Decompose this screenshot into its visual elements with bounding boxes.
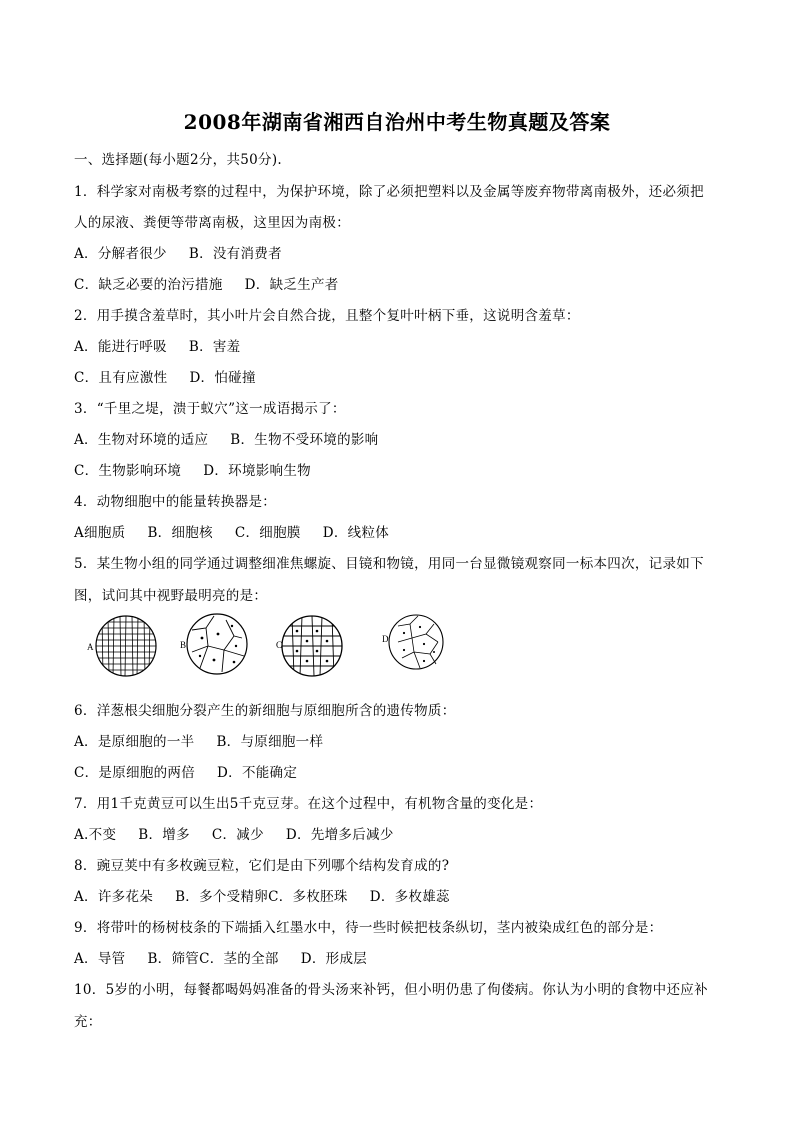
- option-c: C．细胞膜: [234, 525, 301, 541]
- question-6-options-ab: [74, 730, 323, 750]
- question-10-line-2: 充：: [74, 1014, 102, 1030]
- question-6-options-cd: [74, 761, 297, 781]
- field-b: [187, 614, 247, 674]
- option-d: D．线粒体: [322, 525, 390, 541]
- field-c: [282, 616, 342, 676]
- question-1-line-1: 1．科学家对南极考察的过程中，为保护环境，除了必须把塑料以及金属等废弃物带离南极外，还必须把: [74, 184, 704, 200]
- section-heading: 一、选择题(每小题2分，共50分).: [74, 152, 282, 168]
- question-7-text: 7．用1千克黄豆可以生出5千克豆芽。在这个过程中，有机物含量的变化是：: [74, 796, 543, 812]
- option-a: A.不变: [74, 827, 117, 843]
- option-c: C．减少: [211, 827, 264, 843]
- microscope-fields-figure: [84, 612, 464, 682]
- question-9-text: 9．将带叶的杨树枝条的下端插入红墨水中，待一些时候把枝条纵切，茎内被染成红色的部分是：: [74, 920, 663, 936]
- option-c: C．茎的全部: [199, 951, 279, 967]
- question-5-line-1: 5．某生物小组的同学通过调整细准焦螺旋、目镜和物镜，用同一台显微镜观察同一标本四次，记录如下: [74, 556, 704, 572]
- option-d: D．多枚雄蕊: [369, 889, 450, 905]
- option-a: A细胞质: [74, 525, 126, 541]
- option-d: D．缺乏生产者: [244, 277, 339, 293]
- question-2-text: 2．用手摸含羞草时，其小叶片会自然合拢，且整个复叶叶柄下垂，这说明含羞草：: [74, 308, 580, 324]
- question-2-options-cd: [74, 366, 256, 386]
- option-b: B．与原细胞一样: [216, 734, 324, 750]
- question-9-options: [74, 947, 367, 967]
- question-8-text: 8．豌豆荚中有多枚豌豆粒，它们是由下列哪个结构发育成的?: [74, 858, 450, 874]
- option-b: B．细胞核: [147, 525, 213, 541]
- option-a: A．导管: [74, 951, 126, 967]
- question-6-text: 6．洋葱根尖细胞分裂产生的新细胞与原细胞所含的遗传物质：: [74, 703, 456, 719]
- question-3-options-cd: [74, 459, 311, 479]
- question-7-options: [74, 823, 394, 843]
- figure-label-a: A: [87, 642, 94, 652]
- option-d: D．环境影响生物: [203, 463, 311, 479]
- question-3-options-ab: [74, 428, 378, 448]
- option-a: A．是原细胞的一半: [74, 734, 195, 750]
- field-d: [389, 615, 443, 669]
- option-d: D．怕碰撞: [189, 370, 256, 386]
- question-8-options: [74, 885, 450, 905]
- field-a: [96, 616, 156, 676]
- question-1-options-ab: [74, 242, 282, 262]
- question-2-options-ab: [74, 335, 240, 355]
- page-title: 2008年湖南省湘西自治州中考生物真题及答案: [183, 110, 611, 134]
- question-5-line-2: 图，试问其中视野最明亮的是：: [74, 588, 268, 604]
- figure-label-b: B: [180, 640, 187, 650]
- option-d: D．形成层: [300, 951, 368, 967]
- question-4-options: [74, 521, 389, 541]
- option-c: C．是原细胞的两倍: [74, 765, 196, 781]
- option-d: D．不能确定: [217, 765, 298, 781]
- figure-label-c: C: [276, 640, 283, 650]
- option-b: B．害羞: [188, 339, 241, 355]
- option-b: B．筛管: [147, 951, 200, 967]
- question-1-line-2: 人的尿液、粪便等带离南极，这里因为南极：: [74, 215, 350, 231]
- option-c: C．多枚胚珠: [268, 889, 348, 905]
- option-a: A．许多花朵: [74, 889, 154, 905]
- question-1-options-cd: [74, 273, 339, 293]
- option-a: A．生物对环境的适应: [74, 432, 209, 448]
- question-4-text: 4．动物细胞中的能量转换器是：: [74, 494, 277, 510]
- option-a: A．分解者很少: [74, 246, 167, 262]
- option-c: C．且有应激性: [74, 370, 168, 386]
- option-c: C．缺乏必要的治污措施: [74, 277, 223, 293]
- option-b: B．生物不受环境的影响: [230, 432, 379, 448]
- option-b: B．多个受精卵: [175, 889, 269, 905]
- question-3-text: 3．“千里之堤，溃于蚁穴”这一成语揭示了：: [74, 401, 346, 417]
- option-b: B．没有消费者: [188, 246, 282, 262]
- question-10-line-1: 10．5岁的小明，每餐都喝妈妈准备的骨头汤来补钙，但小明仍患了佝偻病。你认为小明的食物中还应补: [74, 982, 708, 998]
- option-d: D．先增多后减少: [285, 827, 394, 843]
- figure-label-d: D: [382, 634, 389, 644]
- option-c: C．生物影响环境: [74, 463, 182, 479]
- option-a: A．能进行呼吸: [74, 339, 167, 355]
- option-b: B．增多: [138, 827, 190, 843]
